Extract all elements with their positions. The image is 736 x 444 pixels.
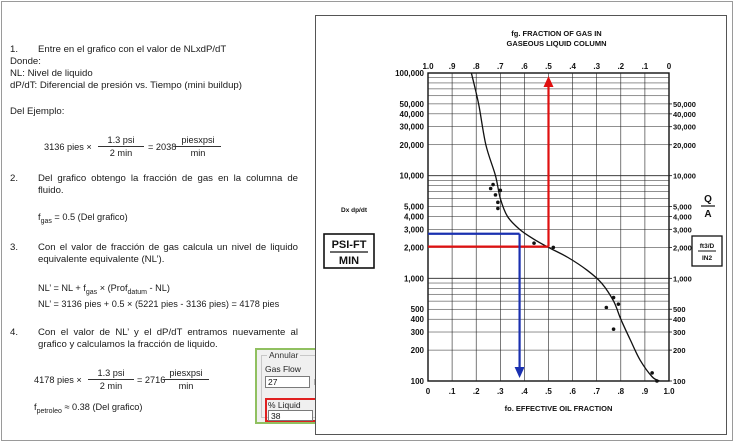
right-ylabel-small: ft3/D [699,243,715,250]
x-tick-label-bottom: .9 [641,387,649,396]
data-point [491,183,495,187]
y-tick-label-right: 20,000 [673,140,696,150]
chart-curve-group [471,73,659,381]
x-tick-label-top: .9 [448,62,456,71]
chart-labels [324,29,722,413]
formula-1-unit-bar [175,146,221,147]
data-point [499,189,503,193]
fgas-sub: gas [40,217,52,225]
y-tick-label-left: 10,000 [399,171,424,181]
y-tick-label-left: 500 [410,305,424,315]
x-tick-label-top: 0 [666,62,672,71]
right-ylabel-main: Q [704,194,712,205]
liquid-input[interactable]: 38 [268,410,313,421]
right-ylabel-denom: A [704,209,712,220]
y-tick-label-left: 100 [410,377,424,386]
y-tick-label-right: 500 [673,305,686,315]
y-tick-label-right: 200 [673,346,686,356]
y-tick-label-right: 40,000 [673,109,696,119]
fgas-value: = 0.5 (Del grafico) [51,212,128,222]
y-tick-label-left: 30,000 [399,122,424,132]
formula-1-equals: = 2038 [148,142,177,152]
data-point [605,306,609,310]
formula-4-frac-bottom: 2 min [99,381,123,391]
right-ylabel-small-denom: IN2 [701,255,713,262]
x-tick-label-top: .3 [593,62,601,71]
eq1-sub-datum: datum [127,288,147,296]
formula-4-unit-top: piesxpsi [169,368,203,378]
data-point [496,201,500,205]
y-tick-label-right: 5,000 [673,202,692,212]
step-3-number: 3. [10,242,19,253]
formula-4-result-unit [163,368,209,391]
x-tick-label-bottom: .5 [545,387,552,396]
y-tick-label-left: 4,000 [403,212,424,222]
nl-definition: NL: Nivel de liquido [10,68,93,79]
eq1-a: NL’ = NL + f [38,283,86,293]
formula-1-unit-bottom: min [190,148,206,158]
y-tick-label-right: 30,000 [673,122,696,132]
formula-1-frac-top: 1.3 psi [107,135,135,145]
data-point [532,241,536,245]
x-tick-label-bottom: .3 [496,387,504,396]
fgas-var: f [38,212,41,222]
formula-1-result-unit [175,135,221,158]
left-ylabel-denom: MIN [338,255,360,267]
formula-4-fraction [88,368,134,391]
step-2-text: Del grafico obtengo la fracción de gas en la columna de fluido. [38,173,298,196]
x-tick-label-top: .7 [496,62,504,71]
data-point [612,296,616,300]
ejemplo-label: Del Ejemplo: [10,106,65,117]
formula-4-frac-bar [88,379,134,380]
x-tick-label-bottom: .6 [569,387,576,396]
data-point [552,246,556,250]
gas-flow-label: Gas Flow [265,364,301,374]
dpdt-definition: dP/dT: Diferencial de presión vs. Tiempo (mini buildup) [10,80,242,91]
x-tick-label-bottom: .8 [617,387,625,396]
y-tick-label-left: 300 [410,328,424,338]
y-tick-label-left: 5,000 [403,202,424,212]
formula-1-unit-top: piesxpsi [181,135,215,145]
step-2-number: 2. [10,173,19,184]
step-3-equation-2: NL’ = 3136 pies + 0.5 × (5221 pies - 3136 pies) = 4178 pies [38,299,280,309]
chart-title-line-1: fg. FRACTION OF GAS IN [511,29,602,38]
y-tick-label-right: 1,000 [673,274,692,284]
x-tick-label-bottom: 0 [425,387,431,396]
eq1-b: × (Prof [97,283,128,293]
data-point [612,327,616,331]
y-tick-label-left: 40,000 [399,109,424,119]
y-tick-label-left: 1,000 [403,274,424,284]
data-point [489,187,493,191]
blue-arrowhead [515,367,525,378]
left-ylabel-small: Dx dp/dt [341,207,367,214]
data-point [617,302,621,306]
y-tick-label-left: 100,000 [395,69,424,78]
chart-curve [471,73,659,381]
chart-title-line-2: GASEOUS LIQUID COLUMN [506,39,607,48]
chart-annotations [428,76,554,378]
step-3-text: Con el valor de fracción de gas calcula un nivel de liquido equivalente equivalente (NL’). [38,242,298,265]
fpet-value: ≈ 0.38 (Del grafico) [61,402,143,412]
y-tick-label-right: 10,000 [673,171,696,181]
formula-4-equals: = 2716 [137,375,166,385]
y-tick-label-right: 100 [673,377,686,386]
y-tick-label-right: 3,000 [673,225,692,235]
x-tick-label-bottom: .7 [593,387,601,396]
chart-container [315,15,727,435]
data-point [494,193,498,197]
x-tick-label-top: .4 [569,62,576,71]
step-1-text: Entre en el grafico con el valor de NLxdP/dT [38,44,227,55]
annular-legend: Annular [269,350,299,360]
data-point [655,379,659,383]
data-point [650,371,654,375]
x-tick-label-top: .5 [545,62,552,71]
chart-points [489,183,659,383]
chart-svg [316,16,726,434]
eq1-c: - NL) [147,283,170,293]
x-tick-label-bottom: 1.0 [663,387,675,396]
formula-4-prefix: 4178 pies × [34,375,82,385]
x-tick-label-top: .8 [472,62,480,71]
y-tick-label-left: 3,000 [403,225,424,235]
formula-4-unit-bottom: min [178,381,194,391]
x-tick-label-top: .2 [617,62,625,71]
y-tick-label-right: 300 [673,328,686,338]
y-tick-label-left: 400 [410,315,424,325]
x-tick-label-bottom: .4 [521,387,528,396]
x-axis-label: fo. EFFECTIVE OIL FRACTION [504,404,613,413]
x-tick-label-bottom: .2 [472,387,480,396]
eq1-sub-gas: gas [85,288,98,296]
step-4-number: 4. [10,327,19,338]
formula-4-frac-top: 1.3 psi [97,368,125,378]
fpet-sub: petroleo [36,407,62,415]
left-ylabel-main: PSI-FT [331,239,367,251]
step-1-number: 1. [10,44,19,55]
formula-1-fraction [98,135,144,158]
x-tick-label-top: 1.0 [422,62,434,71]
data-point [496,207,500,211]
step-4-result [34,402,142,417]
y-tick-label-right: 50,000 [673,99,696,109]
y-tick-label-right: 2,000 [673,243,692,253]
x-tick-label-bottom: .1 [448,387,456,396]
liquid-label: % Liquid [268,400,301,410]
y-tick-label-left: 200 [410,346,424,356]
step-3-equation-1 [38,283,170,298]
donde-label: Donde: [10,56,41,67]
x-tick-label-top: .6 [521,62,528,71]
y-tick-label-left: 2,000 [403,243,424,253]
formula-1-frac-bottom: 2 min [109,148,133,158]
x-tick-label-top: .1 [641,62,649,71]
y-tick-label-left: 50,000 [399,99,424,109]
formula-1-prefix: 3136 pies × [44,142,92,152]
y-tick-label-left: 20,000 [399,140,424,150]
y-tick-label-right: 4,000 [673,212,692,222]
step-2-result [38,212,128,227]
gas-flow-input[interactable]: 27 [265,376,310,388]
formula-1-frac-bar [98,146,144,147]
step-4-text: Con el valor de NL’ y el dP/dT entramos nuevamente al grafico y calculamos la fracción de liquido. [38,327,298,350]
fpet-var: f [34,402,37,412]
y-tick-label-right: 400 [673,315,686,325]
chart-ticks [395,62,696,396]
formula-4-unit-bar [163,379,209,380]
